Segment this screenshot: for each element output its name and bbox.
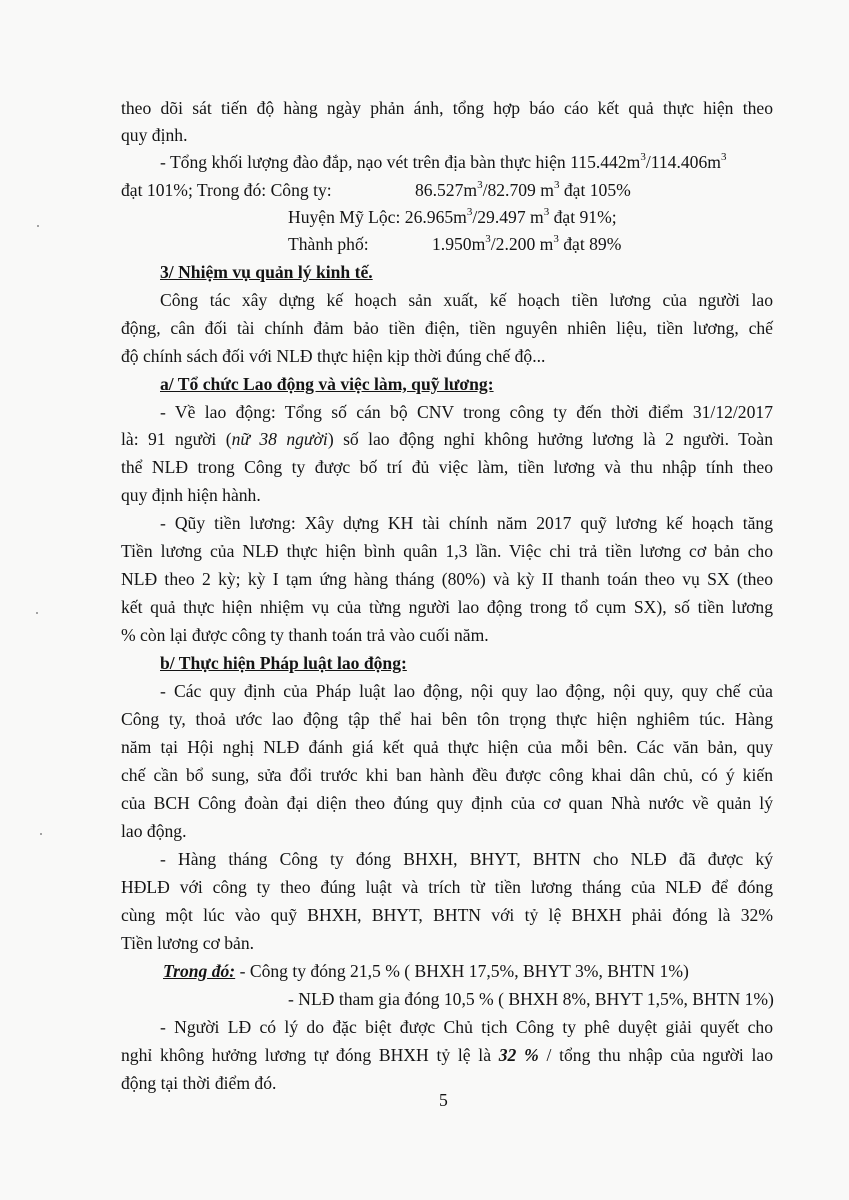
- text-run: nghỉ không hưởng lương tự đóng BHXH tỷ lệ là: [121, 1045, 499, 1065]
- subsection-heading: b/ Thực hiện Pháp luật lao động:: [160, 653, 407, 673]
- body-line: [163, 960, 689, 982]
- body-line: Thành phố:: [288, 234, 369, 254]
- page-number: 5: [439, 1090, 448, 1110]
- superscript: 3: [640, 151, 646, 164]
- body-line: Công ty, thoả ước lao động tập thể hai bên tôn trọng thực hiện nghiêm túc. Hàng: [121, 709, 773, 729]
- superscript: 3: [485, 233, 491, 246]
- text-run: /29.497 m: [472, 207, 544, 227]
- body-line: % còn lại được công ty thanh toán trả vào cuối năm.: [121, 625, 489, 645]
- section-heading: 3/ Nhiệm vụ quản lý kinh tế.: [160, 262, 373, 282]
- body-line: của BCH Công đoàn đại diện theo đúng quy định của cơ quan Nhà nước về quản lý: [121, 793, 773, 813]
- body-line: chế cần bổ sung, sửa đổi trước khi ban hành đều được công khai dân chủ, có ý kiến: [121, 765, 773, 785]
- superscript: 3: [466, 206, 473, 219]
- body-line: động tại thời điểm đó.: [121, 1073, 277, 1093]
- body-line: kết quả thực hiện nhiệm vụ của từng người lao động trong tổ cụm SX), số tiền lương: [121, 597, 773, 617]
- bold-italic-run: Trong đó:: [163, 961, 236, 981]
- text-run: đạt 105%: [559, 180, 631, 200]
- text-run: /114.406m: [645, 152, 721, 172]
- body-line: - NLĐ tham gia đóng 10,5 % ( BHXH 8%, BHYT 1,5%, BHTN 1%): [288, 989, 774, 1009]
- superscript: 3: [543, 206, 550, 219]
- body-line: NLĐ theo 2 kỳ; kỳ I tạm ứng hàng tháng (80%) và kỳ II thanh toán theo vụ SX (theo: [121, 569, 773, 589]
- text-run: ) số lao động nghỉ không hưởng lương là 2 người. Toàn: [327, 429, 773, 449]
- body-line: lao động.: [121, 821, 187, 841]
- body-line: quy định hiện hành.: [121, 485, 261, 505]
- bold-italic-run: 32 %: [498, 1045, 539, 1065]
- text-run: 86.527m: [415, 180, 478, 200]
- text-run: - Tổng khối lượng đào đắp, nạo vét trên địa bàn thực hiện 115.442m: [160, 152, 641, 172]
- superscript: 3: [720, 151, 727, 164]
- body-line: - Qũy tiền lương: Xây dựng KH tài chính năm 2017 quỹ lương kế hoạch tăng: [160, 513, 773, 533]
- italic-run: nữ 38 người: [231, 429, 328, 449]
- scan-speck: [36, 612, 38, 614]
- body-line: động, cân đối tài chính đảm bảo tiền điện, tiền nguyên nhiên liệu, tiền lương, chế: [121, 318, 773, 338]
- body-line: [288, 206, 617, 228]
- body-line: Tiền lương cơ bản.: [121, 933, 255, 953]
- body-line: - Hàng tháng Công ty đóng BHXH, BHYT, BHTN cho NLĐ đã được ký: [160, 849, 773, 869]
- text-run: đạt 91%;: [549, 207, 617, 227]
- body-line: năm tại Hội nghị NLĐ đánh giá kết quả thực hiện của mỗi bên. Các văn bản, quy: [121, 737, 773, 757]
- superscript: 3: [477, 179, 483, 192]
- scan-speck: [37, 225, 39, 227]
- body-line: theo dõi sát tiến độ hàng ngày phản ánh, tổng hợp báo cáo kết quả thực hiện theo: [121, 98, 773, 118]
- body-line: [432, 233, 621, 255]
- body-line: [415, 179, 631, 201]
- text-run: đạt 89%: [558, 234, 622, 254]
- subsection-heading: a/ Tổ chức Lao động và việc làm, quỹ lương:: [160, 374, 494, 394]
- body-line: quy định.: [121, 125, 188, 145]
- text-run: /2.200 m: [490, 234, 554, 254]
- scan-speck: [40, 833, 42, 835]
- text-run: 1.950m: [432, 234, 486, 254]
- superscript: 3: [553, 179, 560, 192]
- body-line: - Các quy định của Pháp luật lao động, nội quy lao động, nội quy, quy chế của: [160, 681, 773, 701]
- superscript: 3: [553, 233, 559, 246]
- body-line: độ chính sách đối với NLĐ thực hiện kịp thời đúng chế độ...: [121, 346, 546, 366]
- text-run: - Công ty đóng 21,5 % ( BHXH 17,5%, BHYT 3%, BHTN 1%): [235, 961, 689, 981]
- text-run: là: 91 người (: [121, 429, 232, 449]
- body-line: - Về lao động: Tổng số cán bộ CNV trong công ty đến thời điểm 31/12/2017: [160, 402, 773, 422]
- body-line: - Người LĐ có lý do đặc biệt được Chủ tịch Công ty phê duyệt giải quyết cho: [160, 1017, 773, 1037]
- body-line: Công tác xây dựng kế hoạch sản xuất, kế hoạch tiền lương của người lao: [160, 290, 773, 310]
- text-run: Huyện Mỹ Lộc: 26.965m: [288, 207, 467, 227]
- body-line: cùng một lúc vào quỹ BHXH, BHYT, BHTN với tỷ lệ BHXH phải đóng là 32%: [121, 905, 773, 925]
- text-run: /82.709 m: [482, 180, 554, 200]
- text-run: / tổng thu nhập của người lao: [538, 1045, 773, 1065]
- body-line: HĐLĐ với công ty theo đúng luật và trích từ tiền lương tháng của NLĐ để đóng: [121, 877, 773, 897]
- body-line: [121, 428, 773, 450]
- body-line: đạt 101%; Trong đó: Công ty:: [121, 180, 332, 200]
- body-line: Tiền lương của NLĐ thực hiện bình quân 1,3 lần. Việc chi trả tiền lương cơ bản cho: [121, 541, 773, 561]
- body-line: [121, 1044, 773, 1066]
- body-line: [160, 151, 726, 173]
- body-line: thể NLĐ trong Công ty được bố trí đủ việc làm, tiền lương và thu nhập tính theo: [121, 457, 773, 477]
